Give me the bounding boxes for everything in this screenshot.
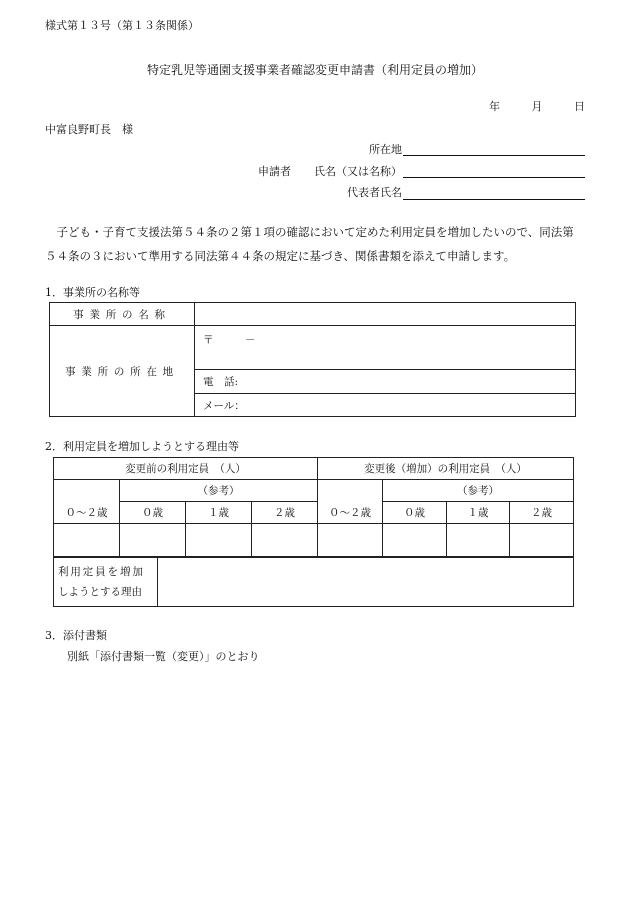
after-age-0-2: ０～２歳 [318,502,383,524]
after-blank-cell [318,480,383,502]
reason-table [53,556,574,607]
after-0-input[interactable] [383,524,447,558]
year-label: 年 [489,100,500,113]
date-line [461,101,585,112]
after-0-2-input[interactable] [318,524,383,558]
application-statement: 子ども・子育て支援法第５４条の２第１項の確認において定めた利用定員を増加したいので、同法第５４条の３において準用する同法第４４条の規定に基づき、関係書類を添えて申請します。 [45,225,574,263]
document-title: 特定乳児等通園支援事業者確認変更申請書（利用定員の増加） [146,63,483,77]
after-capacity-header: 変更後（増加）の利用定員 （人） [318,458,574,480]
attachment-note: 別紙「添付書類一覧（変更）」のとおり [67,650,260,663]
reason-label-cell [54,557,158,607]
office-address-label-cell [50,326,195,417]
before-age-0-2: ０～２歳 [54,502,120,524]
reason-input[interactable] [158,557,574,607]
capacity-table [53,457,574,558]
phone-input[interactable] [195,370,576,394]
before-0-2-input[interactable] [54,524,120,558]
day-label: 日 [574,100,585,113]
before-1-input[interactable] [186,524,252,558]
office-name-label-cell [50,303,195,326]
phone-label: 電 話: [203,376,239,388]
before-age-0: ０歳 [120,502,186,524]
after-1-input[interactable] [447,524,510,558]
month-label: 月 [531,100,543,113]
reason-label-line2: しようとする理由 [58,585,142,598]
before-capacity-header: 変更前の利用定員 （人） [54,458,318,480]
reason-label-line1: 利用定員を増加 [58,565,145,578]
section2-heading: 2．利用定員を増加しようとする理由等 [45,440,239,453]
before-blank-cell [54,480,120,502]
name-label: 氏名（又は名称） [314,165,402,178]
applicant-label: 申請者 [258,165,291,178]
office-address-label: 事業所の所在地 [65,365,179,378]
form-number: 様式第１３号（第１３条関係） [45,19,199,32]
office-info-table [49,302,576,417]
section3-heading: 3．添付書類 [45,629,107,642]
before-reference-label: （参考） [120,480,318,502]
representative-field[interactable] [403,199,585,200]
address-label: 所在地 [369,143,402,156]
email-input[interactable] [195,394,576,417]
after-age-2: ２歳 [510,502,574,524]
before-0-input[interactable] [120,524,186,558]
before-age-2: ２歳 [252,502,318,524]
addressee: 中富良野町長 様 [45,123,133,136]
office-name-input[interactable] [195,303,576,326]
after-age-0: ０歳 [383,502,447,524]
email-label: メール： [203,399,245,412]
representative-label: 代表者氏名 [347,186,402,199]
postal-mark: 〒 － [203,334,256,346]
after-age-1: １歳 [447,502,510,524]
before-age-1: １歳 [186,502,252,524]
after-2-input[interactable] [510,524,574,558]
office-name-label: 事業所の名称 [73,308,171,321]
address-field[interactable] [403,155,585,156]
postal-address-input[interactable] [195,326,576,370]
section1-heading: 1．事業所の名称等 [45,286,140,299]
after-reference-label: （参考） [383,480,574,502]
before-2-input[interactable] [252,524,318,558]
name-field[interactable] [403,177,585,178]
